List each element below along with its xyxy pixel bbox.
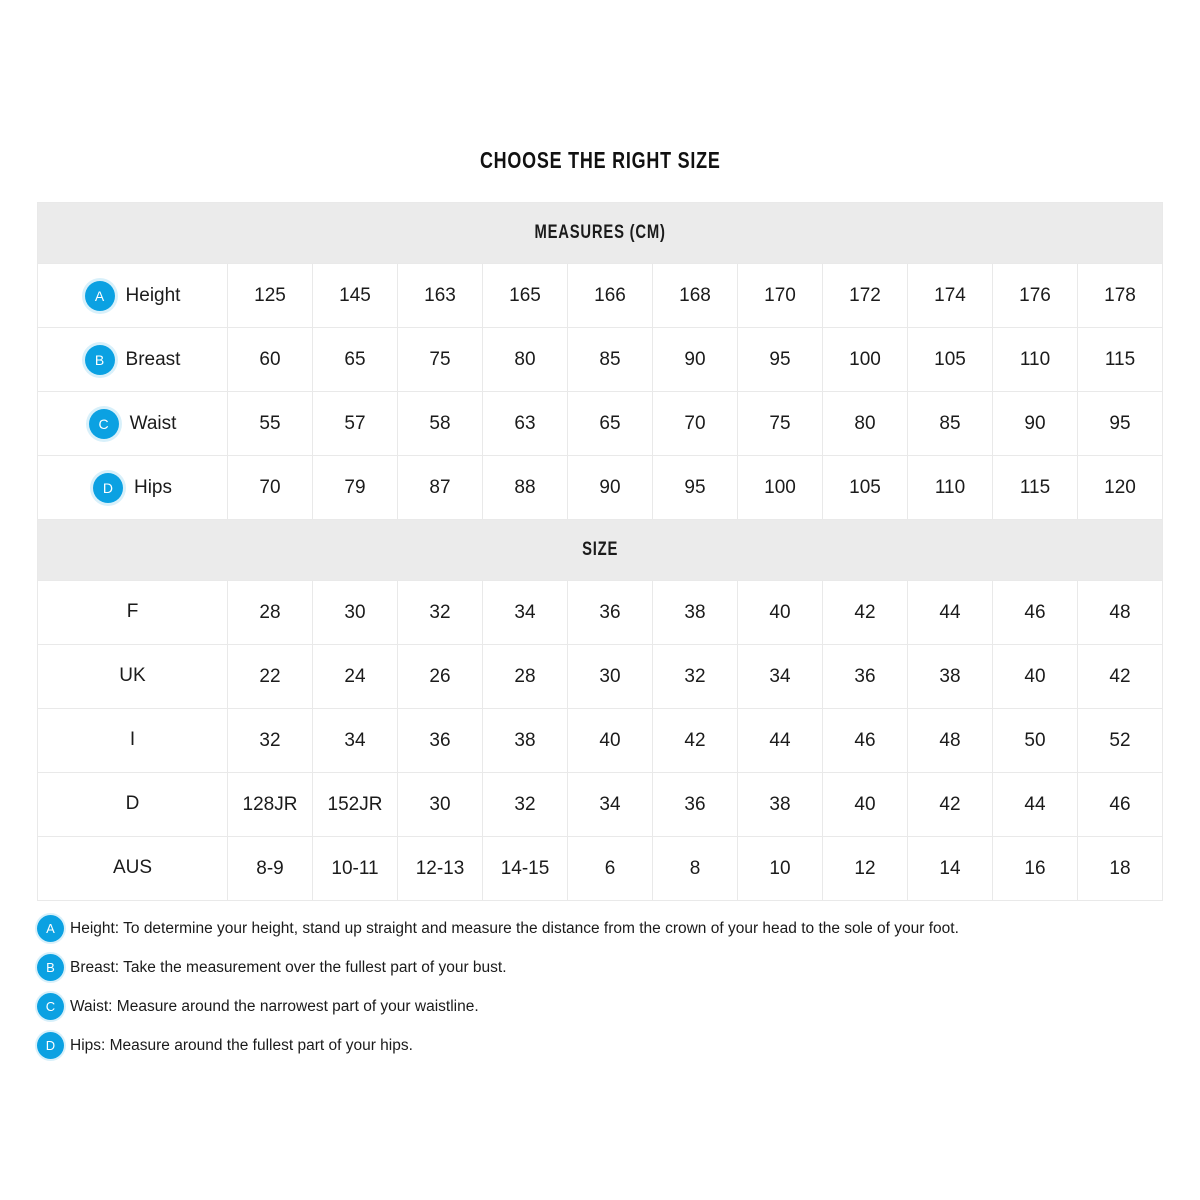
measure-value-cell: 166 <box>568 264 653 328</box>
size-system-label-cell <box>38 837 228 901</box>
size-value-cell: 48 <box>908 709 993 773</box>
size-chart-table <box>37 202 1163 901</box>
size-value-cell: 34 <box>738 645 823 709</box>
measure-value-cell: 90 <box>653 328 738 392</box>
size-value-cell: 38 <box>908 645 993 709</box>
size-value-cell: 28 <box>228 581 313 645</box>
size-value-cell: 38 <box>653 581 738 645</box>
row-label: Height <box>125 284 181 306</box>
size-system-label-cell <box>38 645 228 709</box>
measure-value-cell: 70 <box>228 456 313 520</box>
measure-value-cell: 90 <box>568 456 653 520</box>
size-value-cell: 44 <box>908 581 993 645</box>
size-section-header <box>38 520 1163 581</box>
size-value-cell: 40 <box>568 709 653 773</box>
size-value-cell: 32 <box>398 581 483 645</box>
footnote-text: Height: To determine your height, stand up straight and measure the distance from the crown of your head to the sole of your foot. <box>70 919 959 937</box>
measure-value-cell: 145 <box>313 264 398 328</box>
measure-value-cell: 57 <box>313 392 398 456</box>
footnote-text: Hips: Measure around the fullest part of your hips. <box>70 1036 413 1054</box>
measure-value-cell: 65 <box>313 328 398 392</box>
measure-value-cell: 80 <box>823 392 908 456</box>
size-value-cell: 30 <box>568 645 653 709</box>
measure-value-cell: 75 <box>398 328 483 392</box>
size-value-cell: 42 <box>653 709 738 773</box>
measure-value-cell: 95 <box>1078 392 1163 456</box>
row-label: Breast <box>125 348 181 370</box>
measure-value-cell: 174 <box>908 264 993 328</box>
size-value-cell: 36 <box>823 645 908 709</box>
measure-value-cell: 95 <box>653 456 738 520</box>
size-value-cell: 10 <box>738 837 823 901</box>
marker-a-badge: A <box>85 281 115 311</box>
table-row-d <box>38 773 1163 837</box>
size-value-cell: 40 <box>823 773 908 837</box>
size-system-label: UK <box>119 665 146 687</box>
measure-value-cell: 87 <box>398 456 483 520</box>
measure-value-cell: 105 <box>823 456 908 520</box>
measure-value-cell: 165 <box>483 264 568 328</box>
size-value-cell: 46 <box>993 581 1078 645</box>
size-system-label: AUS <box>112 857 153 879</box>
size-header-row <box>38 520 1163 581</box>
size-value-cell: 14-15 <box>483 837 568 901</box>
footnote-height <box>37 915 1200 942</box>
size-value-cell: 16 <box>993 837 1078 901</box>
size-system-label-cell <box>38 773 228 837</box>
size-value-cell: 36 <box>398 709 483 773</box>
row-label-cell <box>38 392 228 456</box>
size-value-cell: 48 <box>1078 581 1163 645</box>
size-value-cell: 14 <box>908 837 993 901</box>
measure-value-cell: 65 <box>568 392 653 456</box>
marker-c-badge: C <box>89 409 119 439</box>
measure-value-cell: 85 <box>568 328 653 392</box>
measures-section-header <box>38 203 1163 264</box>
size-value-cell: 24 <box>313 645 398 709</box>
footnote-waist <box>37 993 1200 1020</box>
size-value-cell: 22 <box>228 645 313 709</box>
measure-value-cell: 63 <box>483 392 568 456</box>
size-value-cell: 10-11 <box>313 837 398 901</box>
measure-value-cell: 70 <box>653 392 738 456</box>
size-system-label: F <box>126 601 139 623</box>
size-value-cell: 44 <box>738 709 823 773</box>
row-label: Waist <box>129 412 177 434</box>
row-label-cell <box>38 264 228 328</box>
size-value-cell: 26 <box>398 645 483 709</box>
measure-value-cell: 170 <box>738 264 823 328</box>
table-row-aus <box>38 837 1163 901</box>
size-value-cell: 12 <box>823 837 908 901</box>
table-row-i <box>38 709 1163 773</box>
measure-value-cell: 58 <box>398 392 483 456</box>
size-value-cell: 34 <box>568 773 653 837</box>
marker-d-badge: D <box>37 1032 64 1059</box>
measure-value-cell: 80 <box>483 328 568 392</box>
size-value-cell: 8 <box>653 837 738 901</box>
table-row-f <box>38 581 1163 645</box>
measure-value-cell: 105 <box>908 328 993 392</box>
measure-value-cell: 75 <box>738 392 823 456</box>
size-value-cell: 18 <box>1078 837 1163 901</box>
table-row-breast <box>38 328 1163 392</box>
row-label-cell <box>38 456 228 520</box>
marker-a-badge: A <box>37 915 64 942</box>
size-value-cell: 28 <box>483 645 568 709</box>
size-header-text: SIZE <box>581 539 619 560</box>
measure-value-cell: 79 <box>313 456 398 520</box>
size-value-cell: 30 <box>313 581 398 645</box>
row-label: Hips <box>133 476 172 498</box>
measure-value-cell: 176 <box>993 264 1078 328</box>
measure-value-cell: 55 <box>228 392 313 456</box>
size-value-cell: 40 <box>993 645 1078 709</box>
measure-value-cell: 178 <box>1078 264 1163 328</box>
measure-value-cell: 168 <box>653 264 738 328</box>
marker-b-badge: B <box>85 345 115 375</box>
size-value-cell: 32 <box>653 645 738 709</box>
size-value-cell: 40 <box>738 581 823 645</box>
measure-value-cell: 110 <box>993 328 1078 392</box>
measure-value-cell: 100 <box>738 456 823 520</box>
size-value-cell: 30 <box>398 773 483 837</box>
size-value-cell: 6 <box>568 837 653 901</box>
size-system-label-cell <box>38 709 228 773</box>
measure-value-cell: 172 <box>823 264 908 328</box>
measures-header-text: MEASURES (CM) <box>534 222 666 243</box>
size-value-cell: 36 <box>653 773 738 837</box>
marker-c-badge: C <box>37 993 64 1020</box>
row-label-cell <box>38 328 228 392</box>
measure-value-cell: 120 <box>1078 456 1163 520</box>
measure-value-cell: 110 <box>908 456 993 520</box>
measure-value-cell: 88 <box>483 456 568 520</box>
measure-value-cell: 100 <box>823 328 908 392</box>
marker-d-badge: D <box>93 473 123 503</box>
size-value-cell: 128JR <box>228 773 313 837</box>
footnote-text: Breast: Take the measurement over the fullest part of your bust. <box>70 958 507 976</box>
table-row-hips <box>38 456 1163 520</box>
size-value-cell: 38 <box>738 773 823 837</box>
size-value-cell: 32 <box>483 773 568 837</box>
size-value-cell: 42 <box>823 581 908 645</box>
measurement-instructions <box>37 915 1200 1059</box>
measure-value-cell: 60 <box>228 328 313 392</box>
size-system-label: I <box>129 729 136 751</box>
size-value-cell: 46 <box>823 709 908 773</box>
size-value-cell: 38 <box>483 709 568 773</box>
size-value-cell: 52 <box>1078 709 1163 773</box>
table-row-height <box>38 264 1163 328</box>
table-row-uk <box>38 645 1163 709</box>
measure-value-cell: 95 <box>738 328 823 392</box>
size-value-cell: 8-9 <box>228 837 313 901</box>
measure-value-cell: 163 <box>398 264 483 328</box>
size-value-cell: 50 <box>993 709 1078 773</box>
measure-value-cell: 115 <box>1078 328 1163 392</box>
measure-value-cell: 125 <box>228 264 313 328</box>
page-title <box>0 0 1200 171</box>
size-value-cell: 42 <box>1078 645 1163 709</box>
size-value-cell: 36 <box>568 581 653 645</box>
measure-value-cell: 115 <box>993 456 1078 520</box>
size-value-cell: 34 <box>483 581 568 645</box>
size-system-label: D <box>125 793 140 815</box>
measure-value-cell: 90 <box>993 392 1078 456</box>
size-value-cell: 12-13 <box>398 837 483 901</box>
size-value-cell: 44 <box>993 773 1078 837</box>
size-value-cell: 34 <box>313 709 398 773</box>
measures-header-row <box>38 203 1163 264</box>
size-value-cell: 46 <box>1078 773 1163 837</box>
footnote-text: Waist: Measure around the narrowest part of your waistline. <box>70 997 479 1015</box>
footnote-hips <box>37 1032 1200 1059</box>
page-title-text: CHOOSE THE RIGHT SIZE <box>479 147 721 173</box>
footnote-breast <box>37 954 1200 981</box>
size-value-cell: 152JR <box>313 773 398 837</box>
table-row-waist <box>38 392 1163 456</box>
measure-value-cell: 85 <box>908 392 993 456</box>
size-system-label-cell <box>38 581 228 645</box>
size-value-cell: 32 <box>228 709 313 773</box>
size-value-cell: 42 <box>908 773 993 837</box>
marker-b-badge: B <box>37 954 64 981</box>
